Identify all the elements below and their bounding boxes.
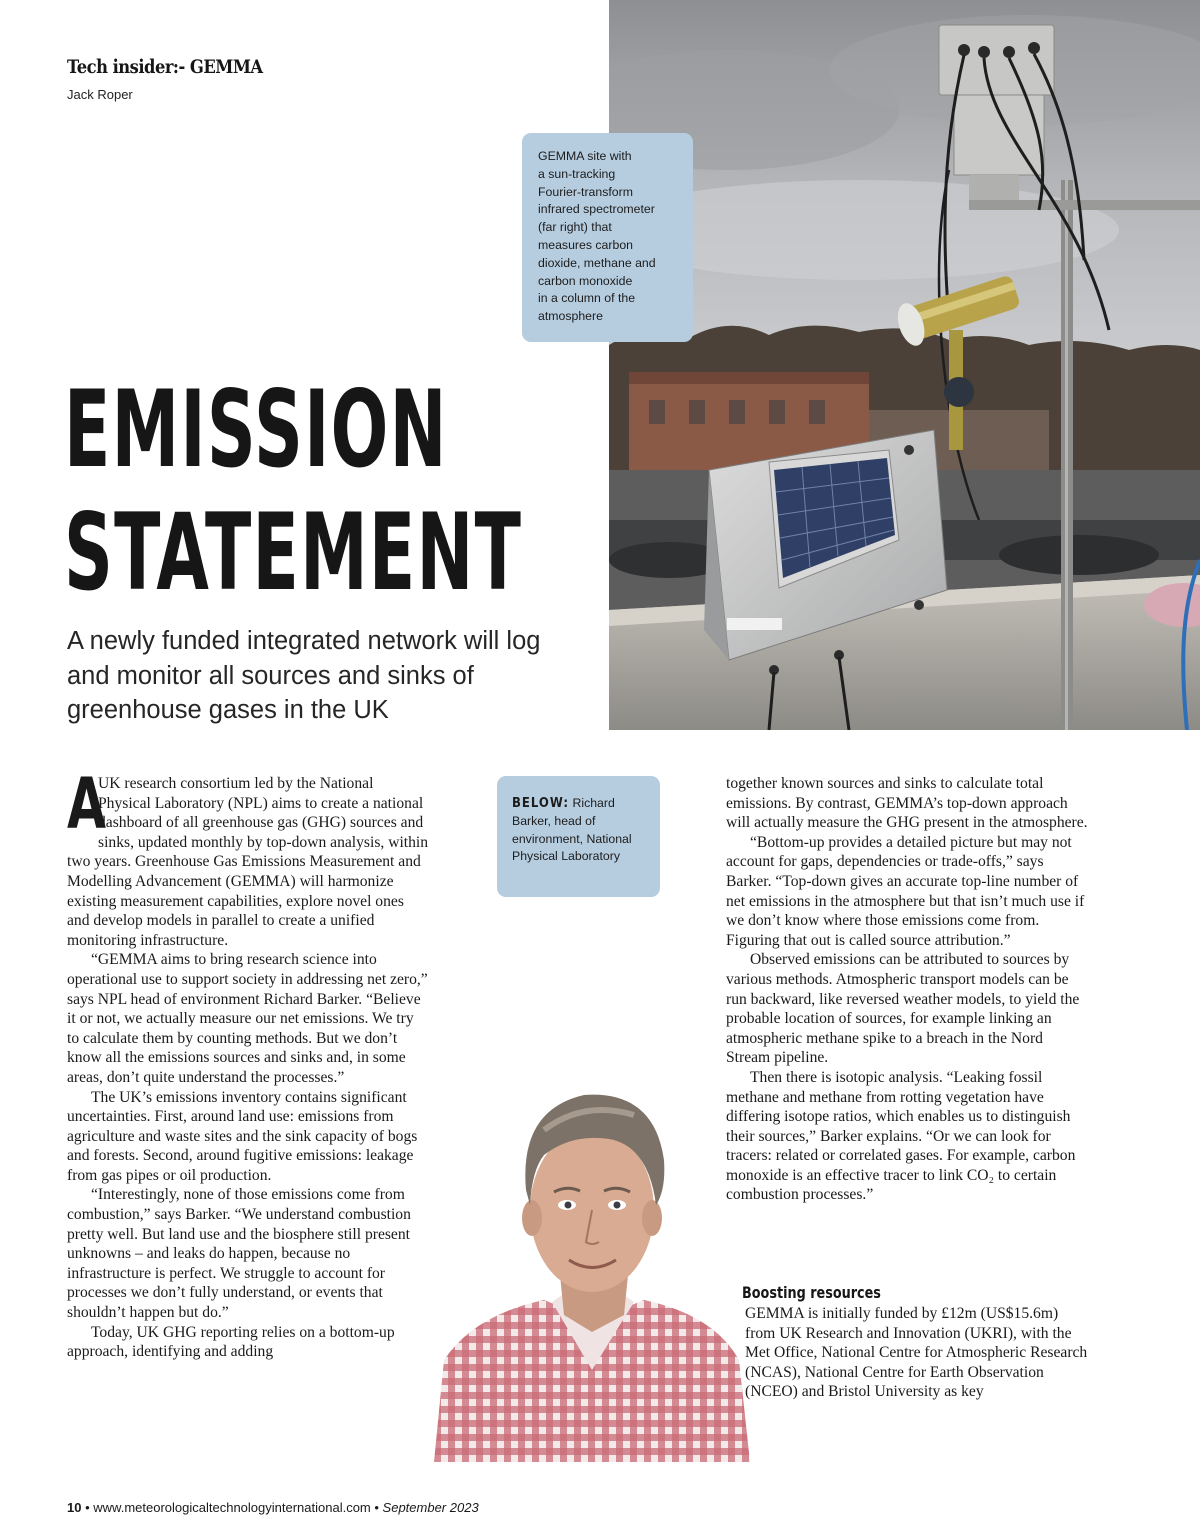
article-column-2-continued <box>745 1304 1090 1402</box>
section-title: Tech insider:- GEMMA <box>67 56 263 78</box>
page-footer <box>67 1500 479 1515</box>
issue-date: September 2023 <box>382 1500 479 1515</box>
article-paragraph: The UK’s emissions inventory contains significant uncertainties. First, around land use: emissions from agriculture and waste sites and the sink capacity of bogs and forests. Second, around fugitive emissions: leakage from gas pipes or oil production. <box>67 1088 418 1184</box>
article-paragraph: “Interestingly, none of those emissions come from combustion,” says Barker. “We understand combustion pretty well. But land use and the biosphere still present unknowns – and leaks do happen, because no infrastructure is perfect. We struggle to account for processes we don’t fully understand, or events that shouldn’t happen but do.” <box>67 1186 411 1322</box>
article-column-1 <box>67 763 429 1362</box>
standfirst: A newly funded integrated network will log and monitor all sources and sinks of greenhouse gases in the UK <box>67 627 541 724</box>
headline: EMISSION STATEMENT <box>64 368 523 614</box>
article-paragraph: “Bottom-up provides a detailed picture but may not account for gaps, dependencies or trade-offs,” says Barker. “Top-down gives an accurate top-line number of net emissions in the atmosphere but that isn’t much use if we don’t know where those emissions come from. Figuring that out is called source attribution.” <box>726 833 1085 949</box>
instrument-site-image <box>609 0 1200 730</box>
portrait-caption-label: BELOW: <box>512 796 570 811</box>
article-column-2 <box>726 774 1088 1205</box>
footer-url: www.meteorologicaltechnologyinternational.com <box>93 1500 371 1515</box>
hero-photo-caption: GEMMA site with a sun-tracking Fourier-transform infrared spectrometer (far right) that measures carbon dioxide, methane and carbon monoxide in a column of the atmosphere <box>522 133 693 342</box>
footer-separator: • <box>374 1500 383 1515</box>
portrait-photo <box>434 1070 750 1462</box>
article-paragraph: together known sources and sinks to calculate total emissions. By contrast, GEMMA’s top-down approach will actually measure the GHG present in the atmosphere. <box>726 775 1088 832</box>
hero-photo <box>609 0 1200 730</box>
article-paragraph: “GEMMA aims to bring research science into operational use to support society in addressing net zero,” says NPL head of environment Richard Barker. “Believe it or not, we actually measure our net emissions. We try to calculate them by counting methods. But we don’t know all the emissions sources and sinks and, in some areas, don’t quite understand the processes.” <box>67 951 428 1086</box>
subheading: Boosting resources <box>742 1283 881 1302</box>
page-number: 10 <box>67 1500 82 1515</box>
richard-barker-portrait <box>434 1070 750 1462</box>
author-byline: Jack Roper <box>67 87 133 102</box>
article-paragraph: Then there is isotopic analysis. “Leaking fossil methane and methane from rotting vegetation have differing isotope ratios, which enables us to distinguish their sources,” Barker explains. “Or we can look for tracers: related or correlated gases. For example, carbon monoxide is an effective tracer to link CO₂ to certain combustion processes.” <box>726 1068 1076 1204</box>
article-paragraph: Observed emissions can be attributed to sources by various methods. Atmospheric transport models can be run backward, like reversed weather models, to yield the probable location of sources, for example linking an atmospheric methane spike to a breach in the Nord Stream pipeline. <box>726 951 1080 1067</box>
drop-cap: A <box>67 763 107 845</box>
portrait-caption-text: Richard Barker, head of environment, National Physical Laboratory <box>512 796 632 864</box>
portrait-caption <box>497 776 660 897</box>
article-paragraph: GEMMA is initially funded by £12m (US$15.6m) from UK Research and Innovation (UKRI), with the Met Office, National Centre for Atmospheric Research (NCAS), National Centre for Earth Observation (NCEO) and Bristol University as key <box>745 1305 1088 1401</box>
article-paragraph: Today, UK GHG reporting relies on a bottom-up approach, identifying and adding <box>67 1323 395 1361</box>
footer-separator: • <box>85 1500 94 1515</box>
article-paragraph: A UK research consortium led by the National Physical Laboratory (NPL) aims to create a national dashboard of all greenhouse gas (GHG) sources and sinks, updated monthly by top-down analysis, within two years. Greenhouse Gas Emissions Measurement and Modelling Advancement (GEMMA) will harmonize existing measurement capabilities, explore novel ones and develop models in parallel to create a unified monitoring infrastructure. <box>67 763 429 949</box>
